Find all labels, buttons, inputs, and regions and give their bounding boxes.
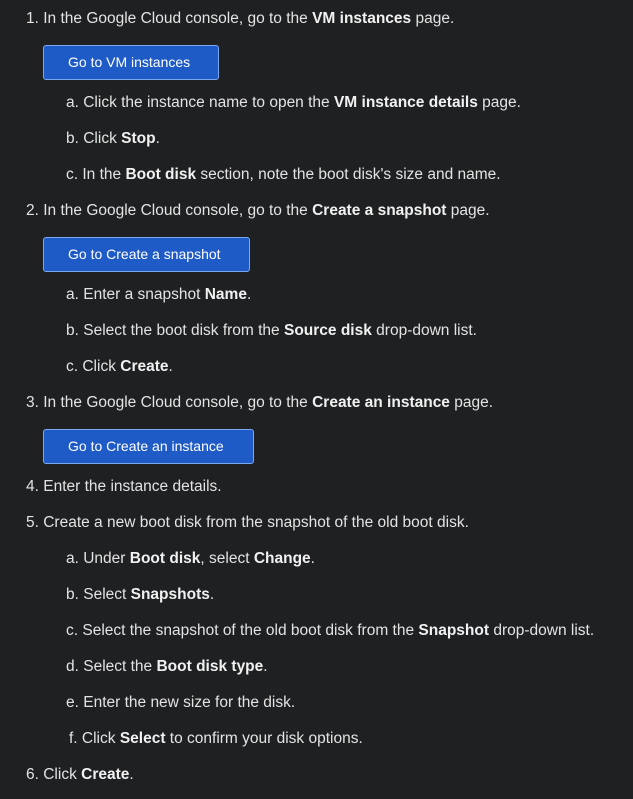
step-5a-text: a. Under Boot disk, select Change. xyxy=(66,550,315,567)
step-2c-text: c. Click Create. xyxy=(66,358,173,375)
step-2b-text: b. Select the boot disk from the Source disk drop-down list. xyxy=(66,322,477,339)
step-2-text: 2. In the Google Cloud console, go to the Create a snapshot page. xyxy=(26,202,490,219)
go-to-create-instance-button[interactable]: Go to Create an instance xyxy=(43,429,254,464)
step-1b-text: b. Click Stop. xyxy=(66,130,160,147)
step-1a-text: a. Click the instance name to open the VM instance details page. xyxy=(66,94,521,111)
step-4-text: 4. Enter the instance details. xyxy=(26,478,222,495)
step-1-text: 1. In the Google Cloud console, go to the VM instances page. xyxy=(26,10,455,27)
step-5e-text: e. Enter the new size for the disk. xyxy=(66,694,296,711)
step-5d-text: d. Select the Boot disk type. xyxy=(66,658,268,675)
step-6-text: 6. Click Create. xyxy=(26,766,134,783)
step-3-text: 3. In the Google Cloud console, go to the Create an instance page. xyxy=(26,394,494,411)
step-5c-text: c. Select the snapshot of the old boot disk from the Snapshot drop-down list. xyxy=(66,622,595,639)
step-5b-text: b. Select Snapshots. xyxy=(66,586,215,603)
step-5-text: 5. Create a new boot disk from the snapshot of the old boot disk. xyxy=(26,514,469,531)
step-5f-text: f. Click Select to confirm your disk options. xyxy=(69,730,363,747)
go-to-create-snapshot-button[interactable]: Go to Create a snapshot xyxy=(43,237,250,272)
step-1c-text: c. In the Boot disk section, note the boot disk's size and name. xyxy=(66,166,501,183)
go-to-vm-instances-button[interactable]: Go to VM instances xyxy=(43,45,219,80)
step-2a-text: a. Enter a snapshot Name. xyxy=(66,286,252,303)
